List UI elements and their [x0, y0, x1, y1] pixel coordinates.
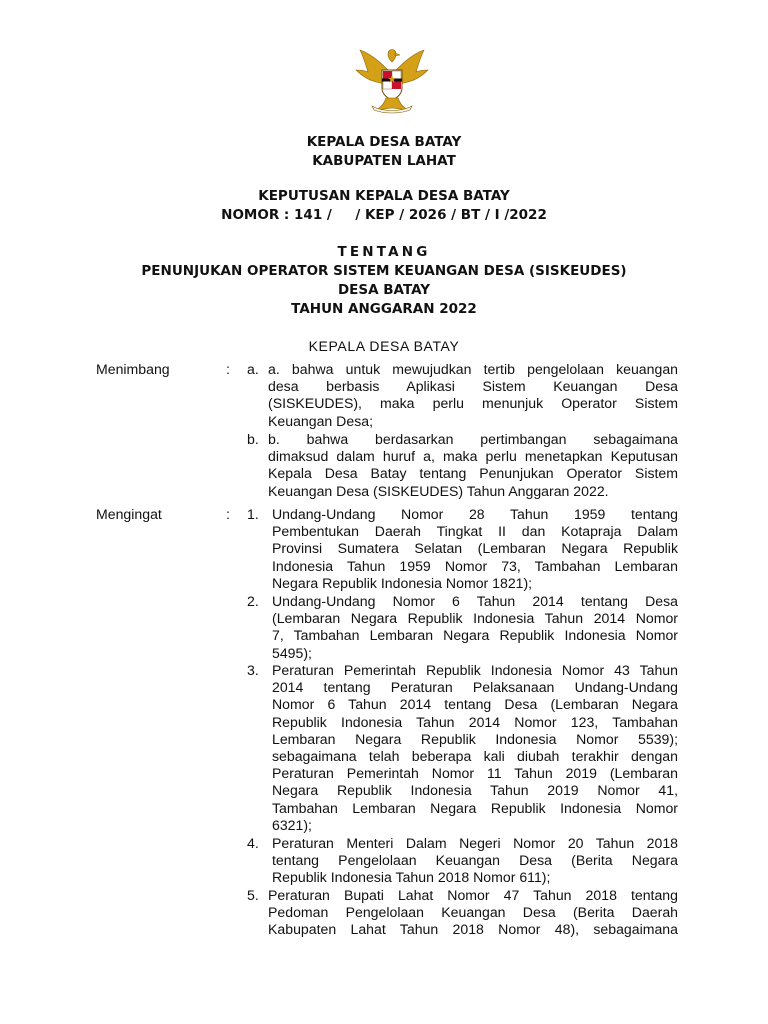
text-line: Kabupaten Lahat Tahun 2018 Nomor 48), sebagaimana	[268, 921, 678, 938]
text-line: 7, Tambahan Lembaran Negara Republik Indonesia Nomor	[272, 627, 678, 644]
menimbang-colon: :	[226, 361, 230, 377]
text-line: Undang-Undang Nomor 28 Tahun 1959 tentang	[272, 506, 678, 522]
item-text	[268, 887, 678, 939]
subject-line-2: DESA BATAY	[337, 282, 431, 298]
text-line: a. bahwa untuk mewujudkan tertib pengelolaan keuangan	[268, 361, 678, 377]
item-marker: 5.	[247, 887, 259, 903]
subject-line-1: PENUNJUKAN OPERATOR SISTEM KEUANGAN DESA (SISKEUDES)	[141, 263, 627, 279]
text-line: Peraturan Pemerintah Nomor 11 Tahun 2019 (Lembaran	[272, 765, 678, 782]
authority-heading: KEPALA DESA BATAY	[308, 338, 460, 354]
text-line: Nomor 6 Tahun 2014 tentang Desa (Lembaran Negara	[272, 696, 678, 713]
header-line-1: KEPALA DESA BATAY	[306, 134, 462, 150]
text-line: (SISKEUDES), maka perlu menunjuk Operator Sistem	[268, 395, 678, 412]
text-line: desa berbasis Aplikasi Sistem Keuangan Desa	[268, 378, 678, 395]
mengingat-label: Mengingat	[96, 506, 162, 522]
text-line: tentang Pengelolaan Keuangan Desa (Berita Negara	[272, 852, 678, 869]
text-line: (Lembaran Negara Republik Indonesia Tahun 2014 Nomor	[272, 610, 678, 627]
text-line: Pedoman Pengelolaan Keuangan Desa (Berita Daerah	[268, 904, 678, 921]
item-text	[268, 361, 678, 430]
mengingat-colon: :	[226, 506, 230, 522]
text-line: sebagaimana telah beberapa kali diubah terakhir dengan	[272, 748, 678, 765]
text-line: Provinsi Sumatera Selatan (Lembaran Negara Republik	[272, 540, 678, 557]
tentang-heading: TENTANG	[337, 244, 431, 260]
item-text	[272, 593, 678, 662]
text-line: Keuangan Desa (SISKEUDES) Tahun Anggaran 2022.	[268, 482, 609, 499]
text-line: Peraturan Bupati Lahat Nomor 47 Tahun 2018 tentang	[268, 887, 678, 903]
item-text	[272, 835, 678, 887]
text-line: Peraturan Pemerintah Republik Indonesia Nomor 43 Tahun	[272, 662, 678, 678]
subject-line-3: TAHUN ANGGARAN 2022	[291, 301, 477, 317]
text-line: 6321);	[272, 816, 312, 833]
text-line: Tambahan Lembaran Negara Republik Indonesia Nomor	[272, 799, 678, 816]
menimbang-label: Menimbang	[96, 361, 170, 377]
text-line: Pembentukan Daerah Tingkat II dan Kotapraja Dalam	[272, 523, 678, 540]
text-line: 5495);	[272, 644, 312, 661]
text-line: Keuangan Desa;	[268, 412, 374, 429]
text-line: dimaksud dalam huruf a, maka perlu menetapkan Keputusan	[268, 448, 678, 465]
item-marker: 2.	[247, 593, 259, 609]
item-text	[272, 662, 678, 834]
item-text	[268, 431, 678, 500]
text-line: 2014 tentang Peraturan Pelaksanaan Undang-Undang	[272, 679, 678, 696]
subject-block	[0, 243, 768, 319]
text-line: Republik Indonesia Tahun 2018 Nomor 611);	[272, 869, 551, 886]
garuda-pancasila-emblem	[354, 44, 430, 114]
text-line: Negara Republik Indonesia Tahun 2019 Nomor 41,	[272, 782, 678, 799]
text-line: Negara Republik Indonesia Nomor 1821);	[272, 574, 533, 591]
item-marker: 1.	[247, 506, 259, 522]
item-marker: 3.	[247, 662, 259, 678]
text-line: Indonesia Tahun 1959 Nomor 73, Tambahan Lembaran	[272, 557, 678, 574]
decree-title: KEPUTUSAN KEPALA DESA BATAY	[258, 188, 510, 204]
text-line: Lembaran Negara Republik Indonesia Nomor 5539);	[272, 730, 678, 747]
decree-number: NOMOR : 141 / / KEP / 2026 / BT / I /2022	[221, 207, 547, 223]
header-block	[0, 133, 768, 171]
header-line-2: KABUPATEN LAHAT	[312, 153, 456, 169]
text-line: Undang-Undang Nomor 6 Tahun 2014 tentang Desa	[272, 593, 678, 609]
item-marker: a.	[247, 361, 259, 377]
item-marker: 4.	[247, 835, 259, 851]
text-line: Kepala Desa Batay tentang Penunjukan Operator Sistem	[268, 465, 678, 482]
item-marker: b.	[247, 431, 259, 447]
decree-block	[0, 187, 768, 225]
text-line: Republik Indonesia Tahun 2014 Nomor 123, Tambahan	[272, 713, 678, 730]
item-text	[272, 506, 678, 592]
text-line: Peraturan Menteri Dalam Negeri Nomor 20 Tahun 2018	[272, 835, 678, 851]
text-line: b. bahwa berdasarkan pertimbangan sebagaimana	[268, 431, 678, 447]
